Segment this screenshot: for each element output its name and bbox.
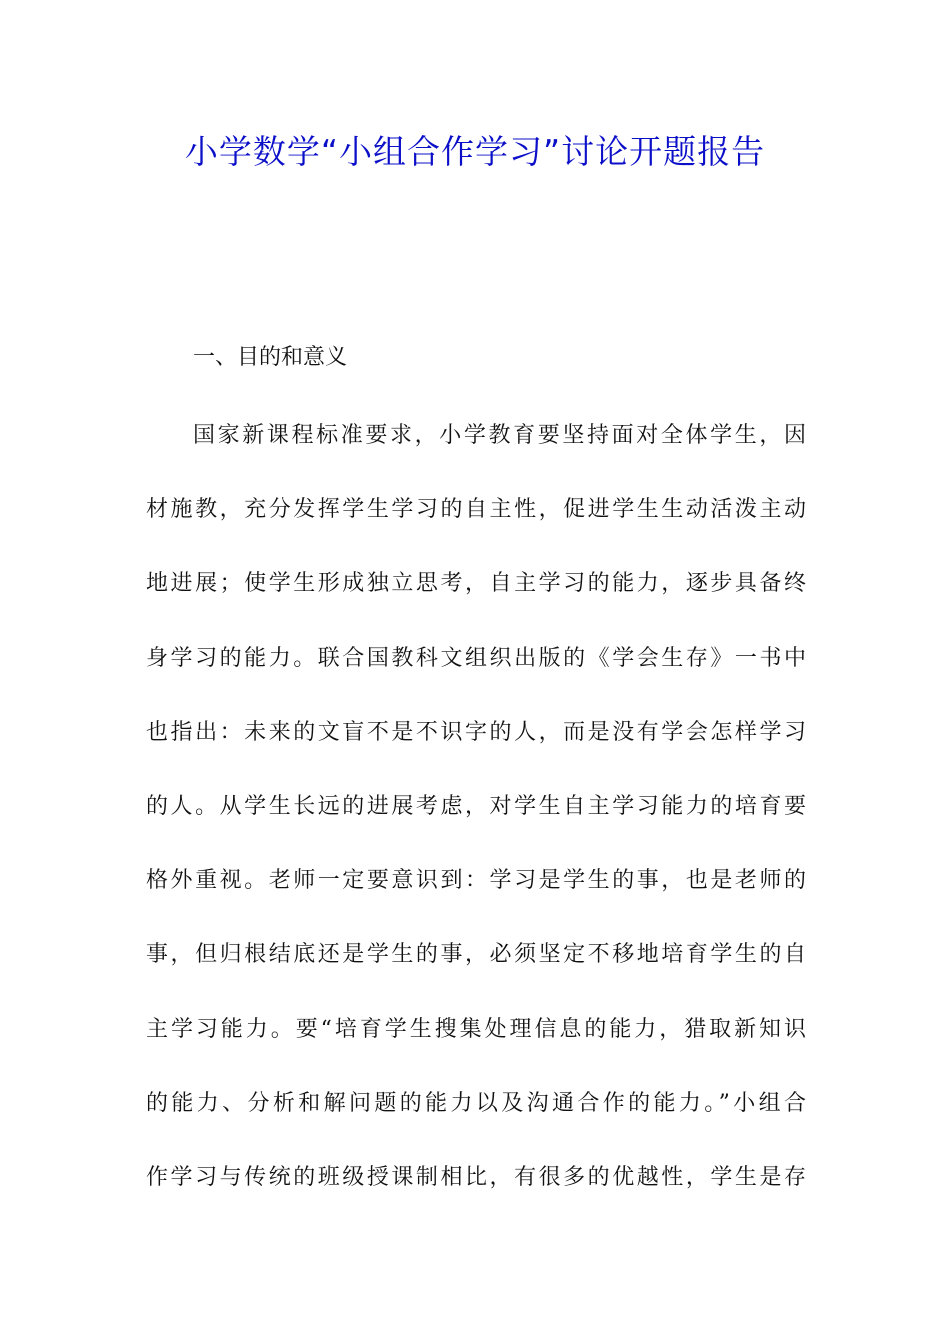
- paragraph-line: 地进展；使学生形成独立思考，自主学习的能力，逐步具备终: [146, 571, 806, 597]
- paragraph-line: 主学习能力。要“培育学生搜集处理信息的能力，猎取新知识: [146, 1016, 806, 1042]
- paragraph-line: 事，但归根结底还是学生的事，必须坚定不移地培育学生的自: [146, 942, 806, 968]
- section-heading: 一、目的和意义: [193, 345, 348, 370]
- paragraph-line: 身学习的能力。联合国教科文组织出版的《学会生存》一书中: [146, 645, 806, 671]
- paragraph-line: 国家新课程标准要求，小学教育要坚持面对全体学生，因: [193, 423, 806, 448]
- document-title: 小学数学“小组合作学习”讨论开题报告: [184, 132, 766, 171]
- paragraph-line: 作学习与传统的班级授课制相比，有很多的优越性，学生是存: [146, 1164, 806, 1190]
- paragraph-line: 的能力、分析和解问题的能力以及沟通合作的能力。”小组合: [146, 1090, 806, 1116]
- paragraph-line: 也指出：未来的文盲不是不识字的人，而是没有学会怎样学习: [146, 719, 806, 745]
- paragraph-line: 材施教，充分发挥学生学习的自主性，促进学生生动活泼主动: [146, 497, 806, 523]
- body-paragraph: [146, 418, 806, 1234]
- paragraph-line: 格外重视。老师一定要意识到：学习是学生的事，也是老师的: [146, 868, 806, 894]
- paragraph-line: 的人。从学生长远的进展考虑，对学生自主学习能力的培育要: [146, 793, 806, 819]
